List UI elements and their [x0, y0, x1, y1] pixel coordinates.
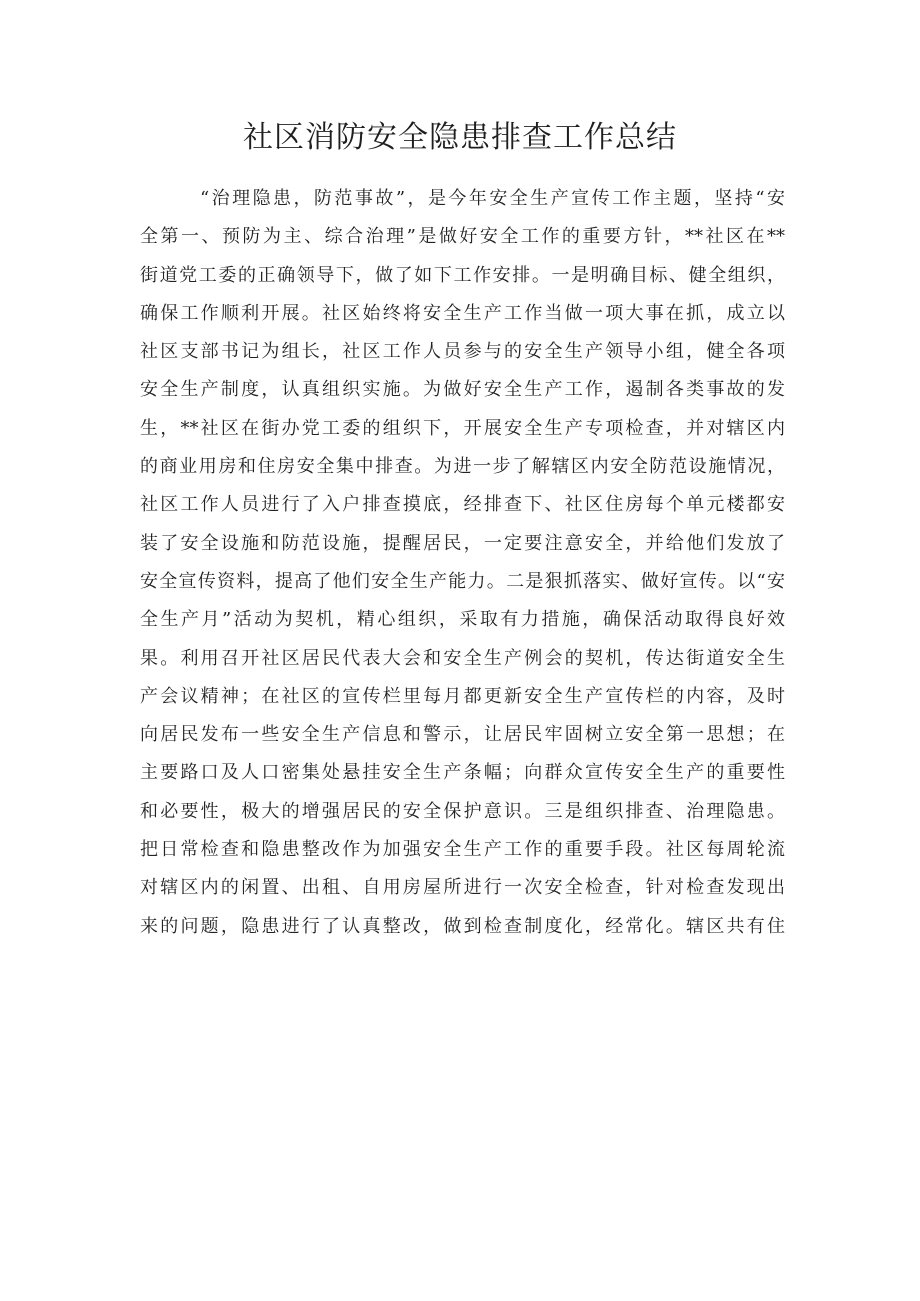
paragraph-line: “治理隐患，防范事故”，是今年安全生产宣传工作主题，坚持“安 [200, 188, 785, 209]
paragraph-line: 和必要性，极大的增强居民的安全保护意识。三是组织排查、治理隐患。 [140, 800, 785, 822]
paragraph-line: 街道党工委的正确领导下，做了如下工作安排。一是明确目标、健全组织， [140, 264, 785, 286]
paragraph-line: 的商业用房和住房安全集中排查。为进一步了解辖区内安全防范设施情况， [140, 456, 785, 478]
paragraph-line: 产会议精神；在社区的宣传栏里每月都更新安全生产宣传栏的内容，及时 [140, 685, 785, 707]
paragraph-line: 安全生产制度，认真组织实施。为做好安全生产工作，遏制各类事故的发 [140, 379, 785, 401]
paragraph-line: 向居民发布一些安全生产信息和警示，让居民牢固树立安全第一思想；在 [140, 724, 785, 746]
document-body [140, 180, 785, 946]
paragraph-line: 对辖区内的闲置、出租、自用房屋所进行一次安全检查，针对检查发现出 [140, 877, 785, 899]
paragraph-line: 果。利用召开社区居民代表大会和安全生产例会的契机，传达街道安全生 [140, 647, 785, 669]
document-title: 社区消防安全隐患排查工作总结 [243, 120, 677, 155]
paragraph-line: 生，**社区在街办党工委的组织下，开展安全生产专项检查，并对辖区内 [140, 417, 785, 439]
paragraph-line: 安全宣传资料，提高了他们安全生产能力。二是狠抓落实、做好宣传。以“安 [140, 570, 785, 592]
paragraph-line: 全生产月”活动为契机，精心组织，采取有力措施，确保活动取得良好效 [140, 609, 785, 631]
paragraph-line: 装了安全设施和防范设施，提醒居民，一定要注意安全，并给他们发放了 [140, 532, 785, 554]
paragraph-line: 把日常检查和隐患整改作为加强安全生产工作的重要手段。社区每周轮流 [140, 839, 785, 861]
paragraph-line: 来的问题，隐患进行了认真整改，做到检查制度化，经常化。辖区共有住 [140, 915, 785, 937]
paragraph-line: 主要路口及人口密集处悬挂安全生产条幅；向群众宣传安全生产的重要性 [140, 762, 785, 784]
paragraph-line: 社区支部书记为组长，社区工作人员参与的安全生产领导小组，健全各项 [140, 341, 785, 363]
paragraph-line: 社区工作人员进行了入户排查摸底，经排查下、社区住房每个单元楼都安 [140, 494, 785, 516]
paragraph-line: 全第一、预防为主、综合治理”是做好安全工作的重要方针，**社区在** [140, 226, 785, 248]
paragraph-line: 确保工作顺利开展。社区始终将安全生产工作当做一项大事在抓，成立以 [140, 302, 785, 324]
